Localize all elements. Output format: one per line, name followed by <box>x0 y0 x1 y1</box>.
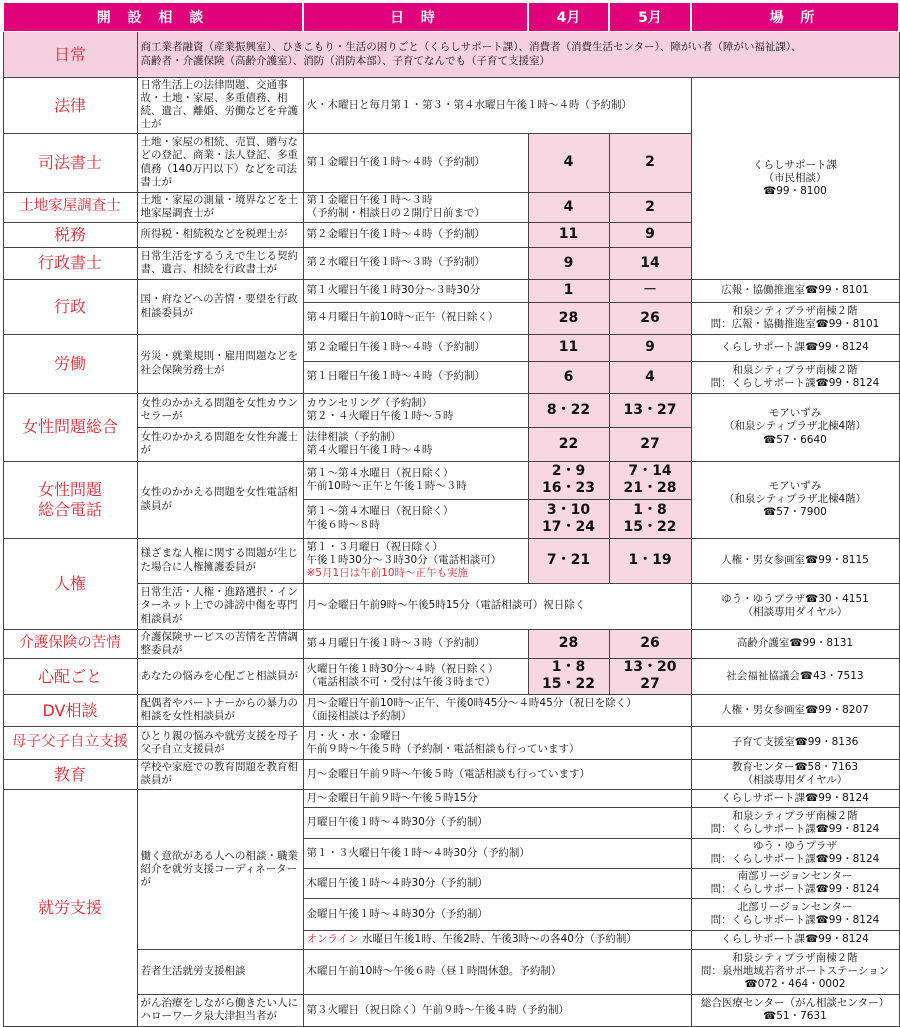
desc-tochi: 土地・家屋の測量・境界などを土地家屋調査士が <box>137 192 303 222</box>
may-jinken: 1・19 <box>609 538 691 583</box>
april-josei-1: 8・22 <box>528 393 609 427</box>
row-boshi <box>3 726 899 759</box>
place-shuro-3-l1: ゆう・ゆうプラザ <box>753 840 837 853</box>
april-rodo-1: 11 <box>528 334 609 361</box>
category-dv: DV相談 <box>3 694 137 726</box>
category-gyosei-shoshi: 行政書士 <box>3 247 137 279</box>
place-kurashi-l1: くらしサポート課 <box>753 158 837 171</box>
desc-josei-1: 女性のかかえる問題を女性カウンセラーが <box>137 393 303 427</box>
schedule-boshi-l1: 月・火・水・金曜日 <box>306 729 401 742</box>
place-gyosei-2-l1: 和泉シティプラザ南棟２階 <box>732 304 858 317</box>
desc-dv: 配偶者やパートナーからの暴力の相談を女性相談員が <box>137 694 303 726</box>
place-josei-l3: ☎57・6640 <box>763 433 827 446</box>
schedule-josei-2-l1: 法律相談（予約制） <box>306 430 401 443</box>
schedule-boshi-l2: 午前９時～午後５時（予約制・電話相談も行っています） <box>306 742 580 755</box>
april-josei-tel-1 <box>528 461 609 499</box>
header-datetime: 日 時 <box>303 3 528 32</box>
desc-shuro-3: がん治療をしながら働きたい人にハローワーク泉大津担当者が <box>137 994 303 1026</box>
row-dv <box>3 694 899 726</box>
place-boshi: 子育て支援室☎99・8136 <box>691 726 899 759</box>
desc-boshi: ひとり親の悩みや就労支援を母子父子自立支援員が <box>137 726 303 759</box>
row-jinken-1 <box>3 538 899 583</box>
schedule-gyosei-2: 第４月曜日午前10時～正午（祝日除く） <box>303 302 528 334</box>
place-dv: 人権・男女参画室☎99・8207 <box>691 694 899 726</box>
schedule-shuro-1: 月～金曜日午前９時～午後５時15分 <box>303 789 691 807</box>
schedule-josei-1 <box>303 393 528 427</box>
place-shuro-5-l1: 北部リージョンセンター <box>737 901 853 914</box>
category-zeimu: 税務 <box>3 222 137 247</box>
desc-kaigo: 介護保険サービスの苦情を苦情調整委員が <box>137 629 303 658</box>
place-shinpai: 社会福祉協議会☎43・7513 <box>691 658 899 694</box>
schedule-kaigo: 第４月曜日午後１時～３時（予約制） <box>303 629 528 658</box>
place-kyoiku-l1: 教育センター☎58・7163 <box>731 761 859 774</box>
desc-horitsu: 日常生活上の法律問題、交通事故・土地・家屋、多重債務、相続、遺言、離婚、労働などを弁護士が <box>137 78 303 134</box>
place-rodo-1: くらしサポート課☎99・8124 <box>691 334 899 361</box>
schedule-josei-tel-1-l2: 午前10時～正午と午後１時～３時 <box>306 480 467 492</box>
desc-nichijo-line2: 高齢者・介護保険（高齢介護室）、消防（消防本部）、子育てなんでも（子育て支援室） <box>140 54 550 67</box>
schedule-gyosei-1: 第１火曜日午後１時30分～３時30分 <box>303 279 528 302</box>
schedule-gyosei-shoshi: 第２水曜日午後１時～３時（予約制） <box>303 247 528 279</box>
place-shuro-8 <box>691 994 899 1026</box>
april-tochi: 4 <box>528 192 609 222</box>
desc-josei-2: 女性のかかえる問題を女性弁護士が <box>137 427 303 461</box>
may-josei-tel-2-l1: 1・8 <box>633 501 667 518</box>
place-josei-l2: （和泉シティプラザ北棟4階） <box>723 420 867 433</box>
desc-kyoiku: 学校や家庭での教育問題を教育相談員が <box>137 759 303 789</box>
consultation-table <box>2 2 900 1027</box>
schedule-tochi <box>303 192 528 222</box>
april-josei-tel-2-l2: 17・24 <box>542 518 595 535</box>
place-shuro-2-l1: 和泉シティプラザ南棟２階 <box>732 809 858 822</box>
place-kyoiku <box>691 759 899 789</box>
april-shiho: 4 <box>528 133 609 192</box>
schedule-horitsu: 火・木曜日と毎月第１・第３・第４水曜日午後１時～４時（予約制） <box>303 78 691 134</box>
place-shuro-4 <box>691 868 899 898</box>
may-josei-tel-2-l2: 15・22 <box>623 518 677 535</box>
place-kurashi-l3: ☎99・8100 <box>763 184 827 197</box>
row-horitsu <box>3 78 899 134</box>
category-boshi: 母子父子自立支援 <box>3 726 137 759</box>
row-kaigo <box>3 629 899 658</box>
desc-shiho: 土地・家屋の相続、売買、贈与などの登記、商業・法人登記、多重債務（140万円以下）などを司法書士が <box>137 133 303 192</box>
place-shuro-8-l2: ☎51・7631 <box>763 1010 827 1023</box>
april-shinpai-l1: 1・8 <box>551 659 586 676</box>
header-april: 4月 <box>528 3 609 32</box>
category-josei-tel <box>3 461 137 538</box>
may-josei-tel-1-l2: 21・28 <box>623 480 677 496</box>
desc-shinpai: あなたの悩みを心配ごと相談員が <box>137 658 303 694</box>
place-kaigo: 高齢介護室☎99・8131 <box>691 629 899 658</box>
schedule-tochi-l2: （予約制・相談日の２開庁日前まで） <box>306 207 485 219</box>
desc-rodo: 労災・就業規則・雇用問題などを社会保険労務士が <box>137 334 303 393</box>
april-josei-tel-1-l1: 2・9 <box>551 463 586 480</box>
place-josei-tel-l1: モアいずみ <box>768 479 822 492</box>
schedule-shinpai <box>303 658 528 694</box>
schedule-shuro-6 <box>303 930 691 949</box>
schedule-jinken-1 <box>303 538 528 583</box>
desc-josei-tel: 女性のかかえる問題を女性電話相談員が <box>137 461 303 538</box>
place-shuro-5 <box>691 898 899 930</box>
row-shuro-8 <box>3 994 899 1026</box>
place-rodo-2 <box>691 361 899 393</box>
schedule-shinpai-l1: 火曜日午後１時30分～４時（祝日除く） <box>306 663 499 676</box>
row-josei-1 <box>3 393 899 427</box>
april-josei-tel-1-l2: 16・23 <box>542 480 595 496</box>
place-jinken-1: 人権・男女参画室☎99・8115 <box>691 538 899 583</box>
schedule-josei-1-l1: カウンセリング（予約制） <box>306 396 433 409</box>
may-rodo-1: 9 <box>609 334 691 361</box>
row-shinpai <box>3 658 899 694</box>
place-gyosei-1: 広報・協働推進室☎99・8101 <box>691 279 899 302</box>
header-may: 5月 <box>609 3 691 32</box>
desc-gyosei-shoshi: 日常生活をするうえで生じる契約書、遺言、相続を行政書士が <box>137 247 303 279</box>
schedule-tochi-l1: 第１金曜日午後１時～３時 <box>306 193 433 206</box>
desc-jinken-2: 日常生活・人権・進路選択・インターネット上での誹謗中傷を専門相談員が <box>137 583 303 629</box>
schedule-jinken-1-note: ※5月1日は午前10時～正午も実施 <box>306 567 469 580</box>
may-josei-tel-2 <box>609 499 691 538</box>
schedule-jinken-1-l1: 第１・３月曜日（祝日除く） <box>306 540 443 553</box>
april-jinken: 7・21 <box>528 538 609 583</box>
desc-nichijo <box>137 32 899 78</box>
place-shuro-8-l1: 総合医療センター（がん相談センター） <box>700 997 890 1010</box>
place-jinken-2-l2: （相談専用ダイヤル） <box>742 606 848 618</box>
category-josei-tel-l2: 総合電話 <box>37 499 102 519</box>
schedule-shuro-8: 第３火曜日（祝日除く）午前９時～午後４時（予約制） <box>303 994 691 1026</box>
online-label: オンライン <box>306 933 359 946</box>
schedule-shuro-6-text: 水曜日午後1時、午後2時、午後3時～の各40分（予約制） <box>362 933 637 946</box>
desc-nichijo-line1: 商工業者融資（産業振興室）、ひきこもり・生活の困りごと（くらしサポート課）、消費者（消費生活センター）、障がい者（障がい福祉課）、 <box>140 41 802 54</box>
may-kaigo: 26 <box>609 629 691 658</box>
place-shuro-7-l3: ☎072・464・0002 <box>744 978 846 991</box>
schedule-rodo-1: 第２金曜日午後１時～４時（予約制） <box>303 334 528 361</box>
schedule-dv-l2: （面接相談は予約制） <box>306 710 412 723</box>
april-shinpai <box>528 658 609 694</box>
schedule-rodo-2: 第１日曜日午後１時～４時（予約制） <box>303 361 528 393</box>
place-shuro-5-l2: 問：くらしサポート課☎99・8124 <box>710 914 880 927</box>
schedule-jinken-2: 月～金曜日午前9時～午後5時15分（電話相談可）祝日除く <box>303 583 691 629</box>
april-shinpai-l2: 15・22 <box>542 676 595 693</box>
consultation-table-container <box>2 2 898 1027</box>
place-jinken-2-l1: ゆう・ゆうプラザ☎30・4151 <box>721 592 869 605</box>
place-shuro-7 <box>691 949 899 994</box>
place-shuro-7-l2: 問：泉州地域若者サポートステーション <box>700 965 890 978</box>
may-josei-tel-1-l1: 7・14 <box>628 463 672 480</box>
header-place: 場 所 <box>691 3 899 32</box>
place-shuro-1: くらしサポート課☎99・8124 <box>691 789 899 807</box>
place-kurashi-l2: （市民相談） <box>763 171 827 184</box>
schedule-shiho: 第１金曜日午後１時～４時（予約制） <box>303 133 528 192</box>
category-shinpai: 心配ごと <box>3 658 137 694</box>
may-tochi: 2 <box>609 192 691 222</box>
header-row <box>3 3 899 32</box>
row-nichijo <box>3 32 899 78</box>
april-zeimu: 11 <box>528 222 609 247</box>
place-shuro-4-l2: 問：くらしサポート課☎99・8124 <box>710 883 880 896</box>
april-gyosei-1: 1 <box>528 279 609 302</box>
category-kyoiku: 教育 <box>3 759 137 789</box>
april-gyosei-shoshi: 9 <box>528 247 609 279</box>
place-shuro-3-l2: 問：くらしサポート課☎99・8124 <box>710 853 880 866</box>
schedule-kyoiku: 月～金曜日午前９時～午後５時（電話相談も行っています） <box>303 759 691 789</box>
may-gyosei-1: － <box>609 279 691 302</box>
april-kaigo: 28 <box>528 629 609 658</box>
may-zeimu: 9 <box>609 222 691 247</box>
may-shinpai-l2: 27 <box>640 676 660 693</box>
place-rodo-2-l2: 問：くらしサポート課☎99・8124 <box>710 377 880 389</box>
schedule-shuro-3: 第１・３火曜日午後１時～４時30分（予約制） <box>303 838 691 868</box>
place-shuro-2 <box>691 807 899 838</box>
place-jinken-2 <box>691 583 899 629</box>
may-shinpai <box>609 658 691 694</box>
place-josei-tel-l2: （和泉シティプラザ北棟4階） <box>723 492 867 505</box>
category-shiho: 司法書士 <box>3 133 137 192</box>
category-tochi: 土地家屋調査士 <box>3 192 137 222</box>
schedule-shuro-7: 木曜日午前10時～午後６時（昼１時間休憩。予約制） <box>303 949 691 994</box>
place-gyosei-2-l2: 問：広報・協働推進室☎99・8101 <box>710 318 880 330</box>
schedule-josei-tel-2 <box>303 499 528 538</box>
schedule-josei-tel-1 <box>303 461 528 499</box>
place-shuro-3 <box>691 838 899 868</box>
may-gyosei-2: 26 <box>609 302 691 334</box>
place-kurashi-support <box>691 78 899 280</box>
row-josei-tel-1 <box>3 461 899 499</box>
desc-shuro-1: 働く意欲がある人への相談・職業紹介を就労支援コーディネーターが <box>137 789 303 949</box>
header-consultation: 開 設 相 談 <box>3 3 303 32</box>
schedule-josei-tel-1-l1: 第１～第４水曜日（祝日除く） <box>306 466 454 479</box>
row-shuro-1 <box>3 789 899 807</box>
place-josei-tel-l3: ☎57・7900 <box>763 506 827 519</box>
place-gyosei-2 <box>691 302 899 334</box>
category-shuro: 就労支援 <box>3 789 137 1026</box>
row-kyoiku <box>3 759 899 789</box>
category-josei: 女性問題総合 <box>3 393 137 461</box>
place-shuro-2-l2: 問：くらしサポート課☎99・8124 <box>710 822 880 835</box>
schedule-boshi <box>303 726 691 759</box>
schedule-josei-2 <box>303 427 528 461</box>
category-josei-tel-l1: 女性問題 <box>37 480 102 500</box>
april-josei-2: 22 <box>528 427 609 461</box>
place-rodo-2-l1: 和泉シティプラザ南棟２階 <box>732 363 858 376</box>
category-kaigo: 介護保険の苦情 <box>3 629 137 658</box>
category-gyosei: 行政 <box>3 279 137 334</box>
schedule-dv-l1: 月～金曜日午前10時～正午、午後0時45分～４時45分（祝日を除く） <box>306 697 637 710</box>
category-horitsu: 法律 <box>3 78 137 134</box>
schedule-dv <box>303 694 691 726</box>
place-shuro-4-l1: 南部リージョンセンター <box>737 870 853 883</box>
place-shuro-6: くらしサポート課☎99・8124 <box>691 930 899 949</box>
place-josei <box>691 393 899 461</box>
april-josei-tel-2-l1: 3・10 <box>546 501 591 518</box>
category-jinken: 人権 <box>3 538 137 629</box>
category-nichijo: 日常 <box>3 32 137 78</box>
may-shinpai-l1: 13・20 <box>623 659 677 676</box>
place-josei-tel <box>691 461 899 538</box>
may-josei-1: 13・27 <box>609 393 691 427</box>
place-shuro-7-l1: 和泉シティプラザ南棟２階 <box>732 952 858 965</box>
schedule-shuro-2: 月曜日午後１時～４時30分（予約制） <box>303 807 691 838</box>
may-rodo-2: 4 <box>609 361 691 393</box>
row-jinken-2 <box>3 583 899 629</box>
schedule-jinken-1-l2: 午後１時30分～３時30分（電話相談可） <box>306 553 502 566</box>
schedule-josei-tel-2-l1: 第１～第４木曜日（祝日除く） <box>306 505 454 518</box>
schedule-shuro-4: 木曜日午後１時～４時30分（予約制） <box>303 868 691 898</box>
schedule-josei-2-l2: 第４火曜日午後１時～４時 <box>306 444 433 456</box>
row-shuro-7 <box>3 949 899 994</box>
april-rodo-2: 6 <box>528 361 609 393</box>
schedule-josei-1-l2: 第２・４火曜日午後１時～５時 <box>306 410 454 422</box>
may-josei-tel-1 <box>609 461 691 499</box>
may-gyosei-shoshi: 14 <box>609 247 691 279</box>
april-josei-tel-2 <box>528 499 609 538</box>
may-josei-2: 27 <box>609 427 691 461</box>
schedule-josei-tel-2-l2: 午後６時～８時 <box>306 518 380 531</box>
desc-shuro-2: 若者生活就労支援相談 <box>137 949 303 994</box>
desc-zeimu: 所得税・相続税などを税理士が <box>137 222 303 247</box>
schedule-shuro-5: 金曜日午後１時～４時30分（予約制） <box>303 898 691 930</box>
schedule-zeimu: 第２金曜日午後１時～４時（予約制） <box>303 222 528 247</box>
april-gyosei-2: 28 <box>528 302 609 334</box>
may-shiho: 2 <box>609 133 691 192</box>
desc-jinken-1: 様ざまな人権に関する問題が生じた場合に人権擁護委員が <box>137 538 303 583</box>
place-josei-l1: モアいずみ <box>768 407 822 420</box>
category-rodo: 労働 <box>3 334 137 393</box>
desc-gyosei: 国・府などへの苦情・要望を行政相談委員が <box>137 279 303 334</box>
row-gyosei-1 <box>3 279 899 302</box>
place-kyoiku-l2: （相談専用ダイヤル） <box>742 774 848 787</box>
schedule-shinpai-l2: （電話相談不可・受付は午後３時まで） <box>306 676 496 689</box>
row-rodo-1 <box>3 334 899 361</box>
